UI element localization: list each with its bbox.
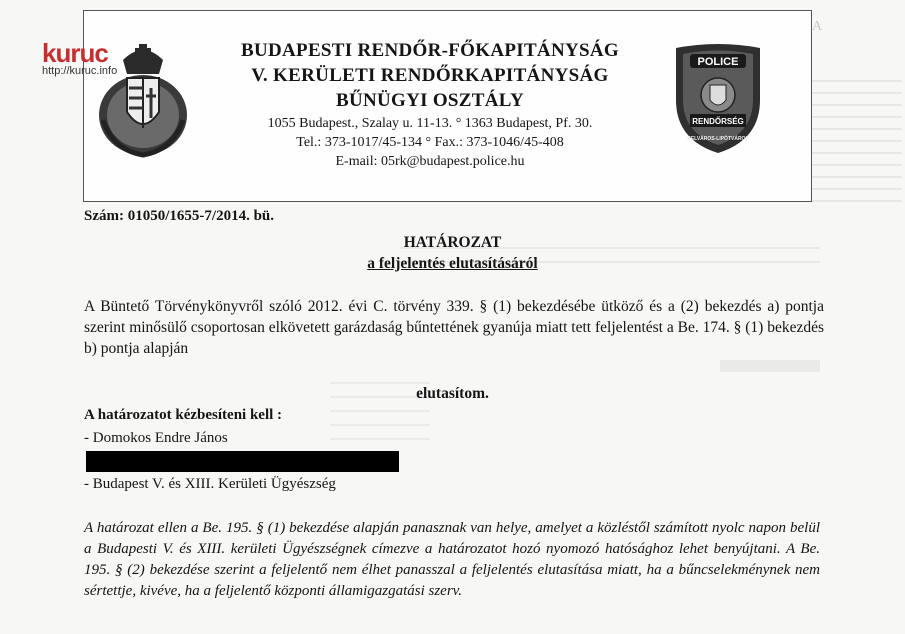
- body-paragraph: A Büntető Törvénykönyvről szóló 2012. évi C. törvény 339. § (1) bekezdésébe ütköző és a (2) bekezdés a) pontja szerint minősülő csoportosan elkövetett garázdaság bűntettének gyanúja miatt tett feljelentést a Be. 174. § (1) bekezdés b) pontja alapján: [84, 298, 824, 357]
- reference-label: Szám:: [84, 208, 124, 224]
- appeal-notice: A határozat ellen a Be. 195. § (1) bekezdése alapján panasznak van helye, amelyet a közléstől számított nyolc napon belül a Budapesti V. és XIII. kerületi Ügyészségnek címezve a határozatot hozó nyomozó hatósághoz lehet benyújtani. A Be. 195. § (2) bekezdése szerint a feljelentő nem élhet panasszal a feljelentés elutasítása miatt, ha a bűncselekménynek nem sértettje, kivéve, ha a feljelentő központi államigazgatási szerv.: [84, 520, 820, 599]
- reference-number: [84, 208, 274, 225]
- header-email: E-mail: 05rk@budapest.police.hu: [335, 154, 525, 169]
- bleed-through-block: [330, 370, 430, 440]
- delivery-heading: A határozatot kézbesíteni kell :: [84, 407, 283, 423]
- bleed-through-block: [720, 360, 820, 372]
- header-address: 1055 Budapest., Szalay u. 11-13. ° 1363 Budapest, Pf. 30.: [267, 116, 593, 131]
- recipient-1: - Domokos Endre János: [84, 430, 228, 446]
- subtitle-row: [0, 255, 905, 273]
- badge-middle-text: RENDŐRSÉG: [692, 117, 744, 126]
- bleed-through-text: A: [812, 19, 823, 34]
- header-line-1: BUDAPESTI RENDŐR-FŐKAPITÁNYSÁG: [241, 40, 619, 61]
- bleed-through-block: [812, 70, 902, 210]
- decision-text: elutasítom.: [416, 385, 489, 402]
- recipient-2: - Budapest V. és XIII. Kerületi Ügyészség: [84, 476, 336, 492]
- header-line-3: BŰNÜGYI OSZTÁLY: [335, 90, 525, 111]
- document-title: HATÁROZAT: [403, 234, 502, 251]
- reference-value: 01050/1655-7/2014. bü.: [127, 208, 275, 224]
- badge-ring-text: BELVÁROS-LIPÓTVÁROS: [687, 136, 749, 142]
- watermark-logo: kuruc: [42, 38, 108, 68]
- watermark-url: http://kuruc.info: [42, 65, 118, 77]
- header-phone: Tel.: 373-1017/45-134 ° Fax.: 373-1046/45-408: [296, 135, 564, 150]
- redaction-bar: [86, 451, 399, 472]
- watermark: [42, 38, 117, 77]
- document-subtitle: a feljelentés elutasításáról: [367, 255, 538, 272]
- badge-top-text: POLICE: [697, 56, 739, 68]
- header-line-2: V. KERÜLETI RENDŐRKAPITÁNYSÁG: [251, 65, 609, 86]
- police-badge-icon: [668, 40, 768, 155]
